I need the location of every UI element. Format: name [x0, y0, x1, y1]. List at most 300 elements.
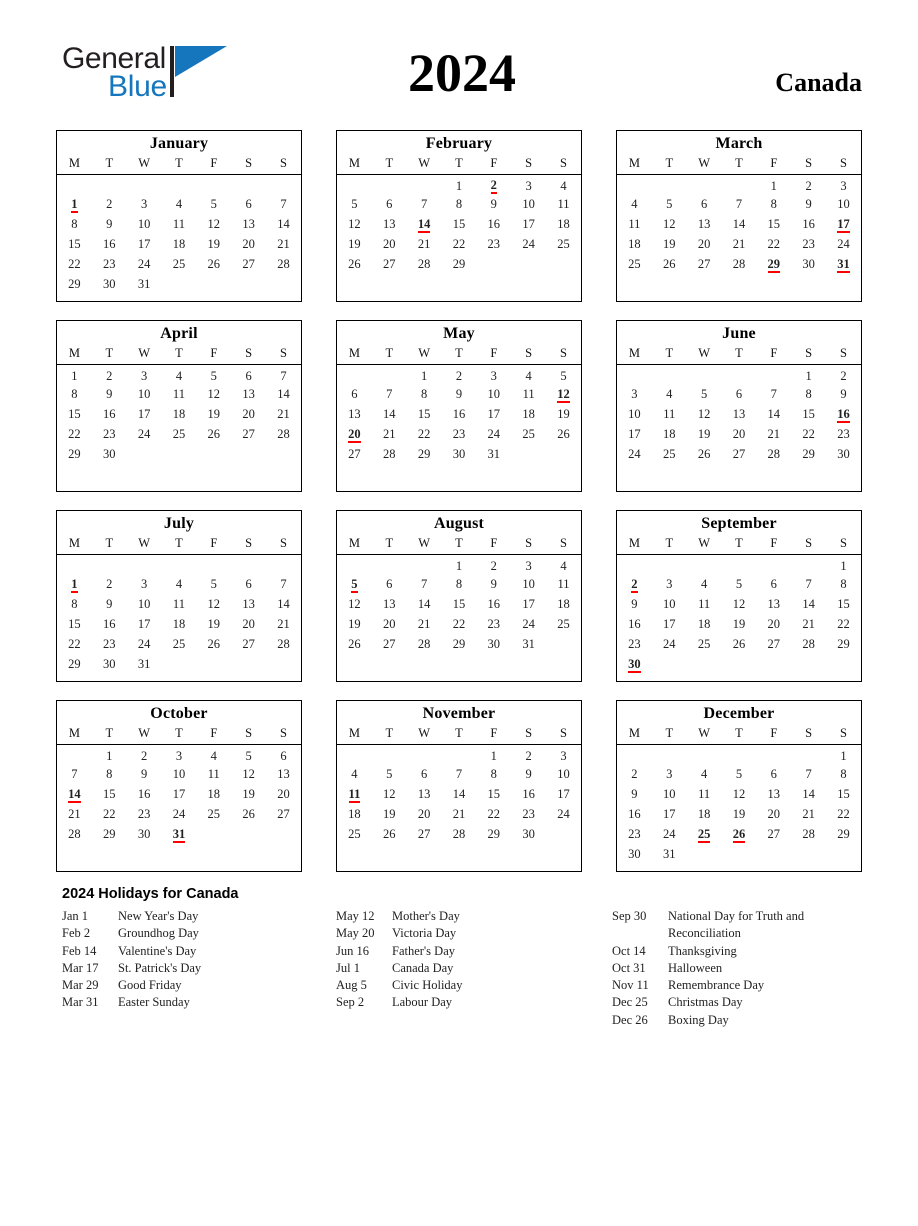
day-cell[interactable]: 19 — [242, 787, 255, 801]
day-cell[interactable]: 9 — [106, 597, 113, 611]
day-cell[interactable]: 4 — [700, 577, 708, 591]
day-cell[interactable]: 1 — [420, 368, 428, 383]
day-cell[interactable]: 12 — [348, 597, 361, 611]
day-cell[interactable]: 12 — [207, 597, 221, 611]
day-cell[interactable]: 3 — [666, 767, 673, 781]
day-cell[interactable]: 21 — [732, 237, 746, 251]
day-cell[interactable]: 4 — [175, 577, 183, 591]
day-cell[interactable]: 6 — [245, 368, 252, 383]
day-cell[interactable]: 7 — [735, 197, 743, 211]
day-cell[interactable]: 8 — [71, 217, 78, 231]
day-cell[interactable]: 31 — [137, 277, 151, 291]
day-cell-holiday[interactable] — [476, 175, 511, 195]
day-cell[interactable]: 8 — [805, 387, 812, 401]
day-cell[interactable]: 25 — [522, 427, 535, 441]
day-cell[interactable]: 29 — [802, 447, 815, 461]
day-cell[interactable]: 28 — [802, 637, 815, 651]
day-cell-holiday[interactable] — [826, 255, 861, 275]
day-cell[interactable]: 29 — [837, 827, 850, 841]
day-cell[interactable]: 9 — [525, 767, 532, 781]
day-cell[interactable]: 3 — [175, 748, 183, 763]
day-cell[interactable]: 20 — [767, 617, 781, 631]
day-cell-holiday[interactable] — [57, 575, 92, 595]
day-cell[interactable]: 15 — [802, 407, 815, 421]
day-cell[interactable]: 24 — [837, 237, 850, 251]
day-cell[interactable]: 12 — [242, 767, 255, 781]
day-cell[interactable]: 13 — [242, 597, 255, 611]
day-cell[interactable]: 10 — [663, 787, 676, 801]
day-cell[interactable]: 6 — [700, 197, 708, 211]
day-cell[interactable]: 15 — [487, 787, 501, 801]
day-cell[interactable]: 17 — [557, 787, 570, 801]
day-cell[interactable]: 30 — [487, 637, 501, 651]
day-cell[interactable]: 24 — [137, 257, 151, 271]
day-cell[interactable]: 6 — [386, 197, 393, 211]
day-cell[interactable]: 12 — [663, 217, 676, 231]
day-cell[interactable]: 26 — [383, 827, 396, 841]
day-cell-holiday[interactable] — [687, 825, 722, 845]
day-cell[interactable]: 13 — [383, 217, 396, 231]
day-cell[interactable]: 6 — [245, 197, 252, 211]
day-cell[interactable]: 12 — [207, 387, 221, 401]
day-cell[interactable]: 7 — [455, 767, 463, 781]
day-cell[interactable]: 2 — [525, 748, 532, 763]
day-cell[interactable]: 18 — [207, 787, 221, 801]
day-cell[interactable]: 11 — [172, 217, 185, 231]
day-cell[interactable]: 21 — [277, 237, 290, 251]
day-cell[interactable]: 1 — [455, 178, 463, 193]
day-cell[interactable]: 24 — [137, 637, 151, 651]
day-cell[interactable]: 26 — [242, 807, 255, 821]
day-cell-holiday[interactable] — [722, 825, 757, 845]
day-cell[interactable]: 8 — [455, 197, 463, 211]
day-cell[interactable]: 20 — [383, 617, 396, 631]
day-cell[interactable]: 14 — [802, 597, 815, 611]
day-cell[interactable]: 14 — [452, 787, 466, 801]
day-cell[interactable]: 8 — [71, 597, 78, 611]
day-cell-holiday[interactable] — [826, 215, 861, 235]
day-cell[interactable]: 12 — [383, 787, 396, 801]
day-cell[interactable]: 31 — [487, 447, 501, 461]
day-cell[interactable]: 18 — [172, 407, 186, 421]
day-cell[interactable]: 9 — [106, 387, 113, 401]
day-cell-holiday[interactable] — [826, 405, 861, 425]
day-cell-holiday[interactable] — [337, 785, 372, 805]
day-cell[interactable]: 9 — [490, 197, 497, 211]
day-cell[interactable]: 16 — [522, 787, 535, 801]
day-cell[interactable]: 20 — [697, 237, 711, 251]
day-cell[interactable]: 22 — [417, 427, 431, 441]
day-cell[interactable]: 7 — [280, 197, 287, 211]
day-cell[interactable]: 20 — [277, 787, 290, 801]
day-cell[interactable]: 4 — [525, 368, 532, 383]
day-cell[interactable]: 11 — [698, 787, 711, 801]
day-cell[interactable]: 28 — [277, 257, 290, 271]
day-cell[interactable]: 15 — [452, 597, 466, 611]
day-cell[interactable]: 24 — [628, 447, 641, 461]
day-cell[interactable]: 27 — [277, 807, 290, 821]
day-cell[interactable]: 14 — [383, 407, 396, 421]
day-cell[interactable]: 22 — [103, 807, 116, 821]
day-cell[interactable]: 30 — [103, 657, 116, 671]
day-cell[interactable]: 22 — [802, 427, 815, 441]
day-cell[interactable]: 28 — [732, 257, 746, 271]
day-cell[interactable]: 20 — [417, 807, 431, 821]
day-cell[interactable]: 12 — [207, 217, 221, 231]
day-cell[interactable]: 8 — [71, 387, 78, 401]
day-cell[interactable]: 26 — [348, 637, 361, 651]
day-cell[interactable]: 16 — [103, 407, 116, 421]
day-cell-holiday[interactable] — [57, 195, 92, 215]
day-cell[interactable]: 27 — [383, 257, 396, 271]
day-cell[interactable]: 16 — [802, 217, 815, 231]
day-cell[interactable]: 2 — [140, 748, 148, 763]
day-cell[interactable]: 16 — [137, 787, 151, 801]
day-cell[interactable]: 28 — [767, 447, 781, 461]
day-cell-holiday[interactable] — [617, 575, 652, 595]
day-cell[interactable]: 26 — [207, 257, 221, 271]
day-cell[interactable]: 28 — [417, 257, 431, 271]
day-cell[interactable]: 22 — [767, 237, 781, 251]
day-cell[interactable]: 5 — [560, 368, 567, 383]
day-cell[interactable]: 25 — [557, 237, 570, 251]
day-cell[interactable]: 20 — [242, 617, 255, 631]
day-cell[interactable]: 19 — [348, 237, 361, 251]
day-cell[interactable]: 21 — [417, 237, 431, 251]
day-cell[interactable]: 10 — [557, 767, 570, 781]
day-cell[interactable]: 11 — [172, 597, 185, 611]
day-cell[interactable]: 3 — [140, 577, 148, 591]
day-cell[interactable]: 11 — [557, 197, 570, 211]
day-cell[interactable]: 26 — [348, 257, 361, 271]
day-cell[interactable]: 13 — [242, 387, 255, 401]
day-cell[interactable]: 8 — [840, 767, 847, 781]
day-cell-holiday[interactable] — [162, 825, 197, 845]
day-cell[interactable]: 17 — [137, 237, 151, 251]
day-cell[interactable]: 3 — [525, 558, 532, 573]
day-cell[interactable]: 5 — [210, 577, 217, 591]
day-cell[interactable]: 10 — [487, 387, 501, 401]
day-cell[interactable]: 3 — [140, 368, 148, 383]
day-cell[interactable]: 11 — [172, 387, 185, 401]
day-cell[interactable]: 13 — [767, 597, 781, 611]
day-cell[interactable]: 23 — [628, 637, 641, 651]
day-cell-holiday[interactable] — [546, 385, 581, 405]
day-cell[interactable]: 13 — [697, 217, 711, 231]
day-cell[interactable]: 30 — [522, 827, 535, 841]
day-cell-holiday[interactable] — [407, 215, 442, 235]
day-cell[interactable]: 15 — [103, 787, 116, 801]
day-cell-holiday[interactable] — [337, 575, 372, 595]
day-cell[interactable]: 16 — [487, 597, 501, 611]
day-cell[interactable]: 23 — [452, 427, 466, 441]
day-cell[interactable]: 10 — [522, 577, 535, 591]
day-cell[interactable]: 23 — [103, 257, 116, 271]
day-cell[interactable]: 29 — [68, 657, 81, 671]
day-cell[interactable]: 28 — [68, 827, 81, 841]
day-cell[interactable]: 6 — [245, 577, 252, 591]
day-cell[interactable]: 30 — [452, 447, 466, 461]
day-cell[interactable]: 12 — [697, 407, 711, 421]
day-cell[interactable]: 27 — [697, 257, 711, 271]
day-cell[interactable]: 7 — [280, 368, 287, 383]
day-cell[interactable]: 17 — [663, 807, 676, 821]
day-cell[interactable]: 25 — [348, 827, 361, 841]
day-cell[interactable]: 17 — [522, 217, 535, 231]
day-cell[interactable]: 20 — [383, 237, 396, 251]
day-cell[interactable]: 23 — [137, 807, 151, 821]
day-cell[interactable]: 10 — [522, 197, 535, 211]
day-cell[interactable]: 27 — [417, 827, 431, 841]
day-cell[interactable]: 11 — [663, 407, 676, 421]
day-cell[interactable]: 19 — [348, 617, 361, 631]
day-cell[interactable]: 3 — [840, 178, 847, 193]
day-cell[interactable]: 1 — [805, 368, 812, 383]
day-cell[interactable]: 28 — [802, 827, 815, 841]
day-cell[interactable]: 13 — [732, 407, 746, 421]
day-cell[interactable]: 22 — [452, 237, 466, 251]
day-cell[interactable]: 23 — [837, 427, 850, 441]
day-cell[interactable]: 22 — [68, 427, 81, 441]
day-cell[interactable]: 7 — [386, 387, 393, 401]
day-cell[interactable]: 24 — [663, 637, 676, 651]
day-cell[interactable]: 15 — [452, 217, 466, 231]
day-cell[interactable]: 13 — [417, 787, 431, 801]
day-cell[interactable]: 5 — [700, 387, 708, 401]
day-cell[interactable]: 1 — [490, 748, 497, 763]
day-cell[interactable]: 5 — [351, 197, 358, 211]
day-cell[interactable]: 19 — [207, 237, 221, 251]
day-cell[interactable]: 18 — [697, 617, 711, 631]
day-cell[interactable]: 28 — [417, 637, 431, 651]
day-cell[interactable]: 17 — [172, 787, 186, 801]
day-cell[interactable]: 27 — [767, 827, 781, 841]
day-cell[interactable]: 25 — [663, 447, 676, 461]
day-cell[interactable]: 27 — [767, 637, 781, 651]
day-cell[interactable]: 31 — [663, 847, 676, 861]
day-cell[interactable]: 9 — [840, 387, 847, 401]
day-cell[interactable]: 29 — [68, 447, 81, 461]
day-cell[interactable]: 5 — [735, 577, 743, 591]
day-cell[interactable]: 6 — [770, 577, 777, 591]
day-cell[interactable]: 2 — [805, 178, 812, 193]
day-cell[interactable]: 25 — [172, 637, 186, 651]
day-cell[interactable]: 12 — [732, 787, 746, 801]
day-cell[interactable]: 15 — [68, 407, 81, 421]
day-cell[interactable]: 9 — [631, 597, 638, 611]
day-cell[interactable]: 3 — [560, 748, 567, 763]
day-cell[interactable]: 30 — [137, 827, 151, 841]
day-cell[interactable]: 10 — [837, 197, 850, 211]
day-cell[interactable]: 13 — [242, 217, 255, 231]
day-cell[interactable]: 31 — [137, 657, 151, 671]
day-cell[interactable]: 5 — [386, 767, 393, 781]
day-cell[interactable]: 20 — [767, 807, 781, 821]
day-cell[interactable]: 4 — [700, 767, 708, 781]
day-cell[interactable]: 19 — [697, 427, 711, 441]
day-cell[interactable]: 6 — [280, 748, 287, 763]
day-cell[interactable]: 5 — [210, 197, 217, 211]
day-cell[interactable]: 4 — [631, 197, 638, 211]
day-cell[interactable]: 21 — [383, 427, 396, 441]
day-cell[interactable]: 27 — [242, 257, 255, 271]
day-cell[interactable]: 2 — [490, 558, 497, 573]
day-cell[interactable]: 23 — [628, 827, 641, 841]
day-cell-holiday[interactable] — [337, 425, 372, 445]
day-cell[interactable]: 30 — [628, 847, 641, 861]
day-cell-holiday[interactable] — [756, 255, 791, 275]
day-cell[interactable]: 30 — [103, 447, 116, 461]
day-cell[interactable]: 23 — [103, 427, 116, 441]
day-cell[interactable]: 14 — [277, 217, 290, 231]
day-cell[interactable]: 28 — [383, 447, 396, 461]
day-cell[interactable]: 19 — [732, 617, 746, 631]
day-cell[interactable]: 22 — [837, 617, 850, 631]
day-cell[interactable]: 25 — [628, 257, 641, 271]
day-cell[interactable]: 2 — [106, 368, 113, 383]
day-cell[interactable]: 6 — [735, 387, 743, 401]
day-cell[interactable]: 4 — [560, 558, 567, 573]
day-cell[interactable]: 10 — [137, 217, 151, 231]
day-cell[interactable]: 15 — [68, 617, 81, 631]
day-cell[interactable]: 1 — [106, 748, 113, 763]
day-cell[interactable]: 10 — [628, 407, 641, 421]
day-cell[interactable]: 16 — [487, 217, 501, 231]
day-cell[interactable]: 13 — [767, 787, 781, 801]
day-cell[interactable]: 15 — [837, 597, 850, 611]
day-cell[interactable]: 1 — [840, 748, 847, 763]
day-cell[interactable]: 4 — [175, 368, 183, 383]
day-cell[interactable]: 15 — [417, 407, 431, 421]
day-cell[interactable]: 21 — [767, 427, 781, 441]
day-cell[interactable]: 24 — [522, 617, 535, 631]
day-cell[interactable]: 1 — [455, 558, 463, 573]
day-cell[interactable]: 22 — [487, 807, 501, 821]
day-cell[interactable]: 14 — [802, 787, 815, 801]
day-cell[interactable]: 15 — [767, 217, 781, 231]
day-cell[interactable]: 9 — [106, 217, 113, 231]
day-cell[interactable]: 11 — [522, 387, 535, 401]
day-cell[interactable]: 10 — [137, 387, 151, 401]
day-cell[interactable]: 2 — [455, 368, 463, 383]
day-cell[interactable]: 14 — [417, 597, 431, 611]
day-cell[interactable]: 3 — [631, 387, 638, 401]
day-cell[interactable]: 4 — [175, 197, 183, 211]
day-cell[interactable]: 13 — [348, 407, 361, 421]
day-cell[interactable]: 29 — [837, 637, 850, 651]
day-cell[interactable]: 29 — [417, 447, 431, 461]
day-cell[interactable]: 27 — [383, 637, 396, 651]
day-cell[interactable]: 18 — [522, 407, 535, 421]
day-cell[interactable]: 4 — [210, 748, 217, 763]
day-cell[interactable]: 7 — [420, 197, 428, 211]
day-cell[interactable]: 25 — [207, 807, 221, 821]
day-cell[interactable]: 12 — [732, 597, 746, 611]
day-cell[interactable]: 8 — [420, 387, 428, 401]
day-cell[interactable]: 20 — [732, 427, 746, 441]
day-cell[interactable]: 20 — [242, 407, 255, 421]
day-cell[interactable]: 26 — [663, 257, 676, 271]
day-cell[interactable]: 11 — [207, 767, 220, 781]
day-cell[interactable]: 19 — [663, 237, 676, 251]
day-cell[interactable]: 17 — [628, 427, 641, 441]
day-cell[interactable]: 3 — [490, 368, 497, 383]
day-cell[interactable]: 19 — [557, 407, 570, 421]
day-cell[interactable]: 26 — [732, 637, 746, 651]
day-cell[interactable]: 9 — [455, 387, 463, 401]
day-cell[interactable]: 29 — [103, 827, 116, 841]
day-cell[interactable]: 16 — [103, 237, 116, 251]
day-cell[interactable]: 30 — [837, 447, 850, 461]
day-cell[interactable]: 26 — [557, 427, 570, 441]
day-cell[interactable]: 16 — [103, 617, 116, 631]
day-cell[interactable]: 18 — [628, 237, 641, 251]
day-cell[interactable]: 25 — [172, 427, 186, 441]
day-cell[interactable]: 27 — [732, 447, 746, 461]
day-cell-holiday[interactable] — [617, 655, 652, 675]
day-cell[interactable]: 24 — [172, 807, 186, 821]
day-cell[interactable]: 29 — [452, 257, 466, 271]
day-cell[interactable]: 17 — [137, 617, 151, 631]
day-cell[interactable]: 27 — [242, 637, 255, 651]
day-cell[interactable]: 22 — [68, 637, 81, 651]
day-cell[interactable]: 2 — [106, 197, 113, 211]
day-cell[interactable]: 19 — [207, 617, 221, 631]
day-cell[interactable]: 8 — [770, 197, 777, 211]
day-cell[interactable]: 25 — [557, 617, 570, 631]
day-cell[interactable]: 18 — [557, 597, 570, 611]
day-cell[interactable]: 23 — [103, 637, 116, 651]
day-cell[interactable]: 18 — [697, 807, 711, 821]
day-cell[interactable]: 5 — [666, 197, 673, 211]
day-cell[interactable]: 25 — [697, 637, 711, 651]
day-cell[interactable]: 21 — [277, 407, 290, 421]
day-cell[interactable]: 14 — [767, 407, 781, 421]
day-cell[interactable]: 7 — [280, 577, 287, 591]
day-cell[interactable]: 24 — [487, 427, 501, 441]
day-cell[interactable]: 1 — [840, 558, 847, 573]
day-cell[interactable]: 30 — [802, 257, 815, 271]
day-cell[interactable]: 4 — [560, 178, 567, 193]
day-cell[interactable]: 26 — [207, 427, 221, 441]
day-cell[interactable]: 21 — [417, 617, 431, 631]
day-cell[interactable]: 28 — [277, 637, 290, 651]
day-cell[interactable]: 22 — [452, 617, 466, 631]
day-cell[interactable]: 6 — [351, 387, 358, 401]
day-cell[interactable]: 11 — [557, 577, 570, 591]
day-cell[interactable]: 19 — [207, 407, 221, 421]
day-cell[interactable]: 9 — [140, 767, 148, 781]
day-cell[interactable]: 5 — [245, 748, 252, 763]
day-cell[interactable]: 10 — [663, 597, 676, 611]
day-cell[interactable]: 19 — [383, 807, 396, 821]
day-cell[interactable]: 24 — [522, 237, 535, 251]
day-cell[interactable]: 30 — [103, 277, 116, 291]
day-cell[interactable]: 9 — [805, 197, 812, 211]
day-cell[interactable]: 2 — [106, 577, 113, 591]
day-cell[interactable]: 28 — [277, 427, 290, 441]
day-cell[interactable]: 24 — [557, 807, 570, 821]
day-cell[interactable]: 17 — [137, 407, 151, 421]
day-cell[interactable]: 6 — [420, 767, 428, 781]
day-cell[interactable]: 10 — [137, 597, 151, 611]
day-cell[interactable]: 15 — [68, 237, 81, 251]
day-cell[interactable]: 11 — [628, 217, 641, 231]
day-cell[interactable]: 2 — [631, 767, 638, 781]
day-cell[interactable]: 3 — [525, 178, 532, 193]
day-cell[interactable]: 25 — [172, 257, 186, 271]
day-cell[interactable]: 24 — [137, 427, 151, 441]
